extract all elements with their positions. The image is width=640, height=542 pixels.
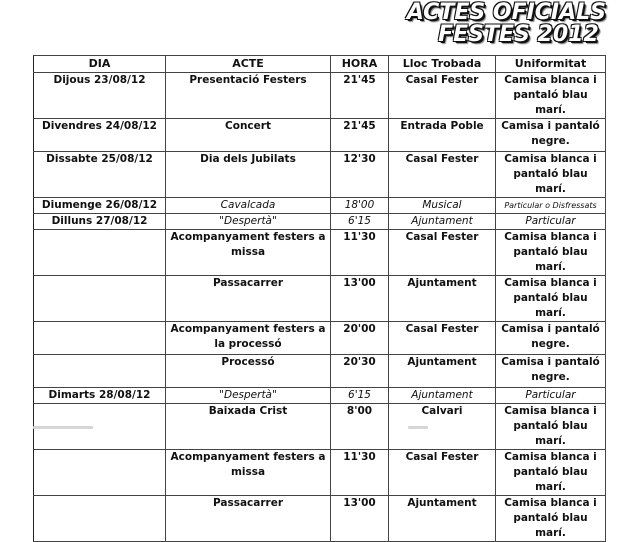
cell-acte: Cavalcada <box>166 198 331 214</box>
cell-dia: Divendres 24/08/12 <box>34 119 166 152</box>
cell-dia <box>34 276 166 322</box>
cell-uniformitat: Camisa blanca i pantaló blau marí. <box>496 152 606 198</box>
cell-hora: 20'30 <box>331 355 389 388</box>
cell-lloc: Casal Fester <box>389 73 496 119</box>
cell-dia <box>34 355 166 388</box>
cell-dia <box>34 450 166 496</box>
table-row <box>34 230 606 276</box>
cell-hora: 21'45 <box>331 73 389 119</box>
cell-dia: Dilluns 27/08/12 <box>34 214 166 230</box>
cell-dia: Diumenge 26/08/12 <box>34 198 166 214</box>
cell-uniformitat: Particular <box>496 388 606 404</box>
document-title <box>407 2 606 46</box>
title-line-1: ACTES OFICIALS <box>406 0 606 25</box>
cell-acte: Baixada Crist <box>166 404 331 450</box>
cell-lloc: Calvari <box>389 404 496 450</box>
cell-hora: 21'45 <box>331 119 389 152</box>
cell-uniformitat: Camisa i pantaló negre. <box>496 119 606 152</box>
cell-acte: Passacarrer <box>166 496 331 542</box>
schedule-table <box>33 55 606 542</box>
table-row <box>34 496 606 542</box>
table-row <box>34 214 606 230</box>
table-row <box>34 450 606 496</box>
cell-acte: Passacarrer <box>166 276 331 322</box>
cell-hora: 6'15 <box>331 214 389 230</box>
cell-lloc: Casal Fester <box>389 230 496 276</box>
cell-dia: Dimarts 28/08/12 <box>34 388 166 404</box>
cell-uniformitat: Particular <box>496 214 606 230</box>
cell-uniformitat: Camisa i pantaló negre. <box>496 355 606 388</box>
table-row <box>34 73 606 119</box>
cell-hora: 18'00 <box>331 198 389 214</box>
table-row <box>34 119 606 152</box>
cell-lloc: Ajuntament <box>389 388 496 404</box>
cell-acte: Acompanyament festers a missa <box>166 230 331 276</box>
cell-dia <box>34 496 166 542</box>
table-row <box>34 404 606 450</box>
table-row <box>34 388 606 404</box>
cell-uniformitat: Camisa blanca i pantaló blau marí. <box>496 496 606 542</box>
cell-dia <box>34 322 166 355</box>
cell-acte: "Despertà" <box>166 214 331 230</box>
header-dia: DIA <box>34 56 166 73</box>
cell-lloc: Casal Fester <box>389 322 496 355</box>
cell-lloc: Ajuntament <box>389 496 496 542</box>
cell-acte: Processó <box>166 355 331 388</box>
cell-acte: Concert <box>166 119 331 152</box>
cell-hora: 11'30 <box>331 230 389 276</box>
table-header-row <box>34 56 606 73</box>
cell-uniformitat: Camisa blanca i pantaló blau marí. <box>496 276 606 322</box>
footer-page-number-illegible <box>408 426 428 429</box>
cell-uniformitat: Camisa blanca i pantaló blau marí. <box>496 73 606 119</box>
table-row <box>34 355 606 388</box>
cell-uniformitat: Camisa i pantaló negre. <box>496 322 606 355</box>
cell-lloc: Musical <box>389 198 496 214</box>
cell-hora: 11'30 <box>331 450 389 496</box>
cell-acte: Acompanyament festers a missa <box>166 450 331 496</box>
cell-dia: Dissabte 25/08/12 <box>34 152 166 198</box>
header-uniformitat: Uniformitat <box>496 56 606 73</box>
cell-uniformitat: Particular o Disfressats <box>496 198 606 214</box>
table-row <box>34 276 606 322</box>
cell-uniformitat: Camisa blanca i pantaló blau marí. <box>496 450 606 496</box>
cell-hora: 20'00 <box>331 322 389 355</box>
cell-hora: 6'15 <box>331 388 389 404</box>
cell-hora: 13'00 <box>331 276 389 322</box>
cell-lloc: Ajuntament <box>389 355 496 388</box>
cell-acte: Presentació Festers <box>166 73 331 119</box>
table-row <box>34 152 606 198</box>
cell-lloc: Entrada Poble <box>389 119 496 152</box>
header-lloc-trobada: Lloc Trobada <box>389 56 496 73</box>
title-line-2: FESTES 2012 <box>438 22 599 47</box>
cell-dia <box>34 230 166 276</box>
cell-hora: 12'30 <box>331 152 389 198</box>
cell-lloc: Ajuntament <box>389 276 496 322</box>
cell-lloc: Casal Fester <box>389 450 496 496</box>
cell-acte: Dia dels Jubilats <box>166 152 331 198</box>
cell-dia: Dijous 23/08/12 <box>34 73 166 119</box>
cell-lloc: Casal Fester <box>389 152 496 198</box>
cell-lloc: Ajuntament <box>389 214 496 230</box>
cell-hora: 8'00 <box>331 404 389 450</box>
cell-hora: 13'00 <box>331 496 389 542</box>
header-hora: HORA <box>331 56 389 73</box>
cell-uniformitat: Camisa blanca i pantaló blau marí. <box>496 404 606 450</box>
footer-file-path-illegible <box>33 426 93 429</box>
cell-acte: "Despertà" <box>166 388 331 404</box>
table-row <box>34 322 606 355</box>
cell-acte: Acompanyament festers a la processó <box>166 322 331 355</box>
table-row <box>34 198 606 214</box>
cell-uniformitat: Camisa blanca i pantaló blau marí. <box>496 230 606 276</box>
header-acte: ACTE <box>166 56 331 73</box>
